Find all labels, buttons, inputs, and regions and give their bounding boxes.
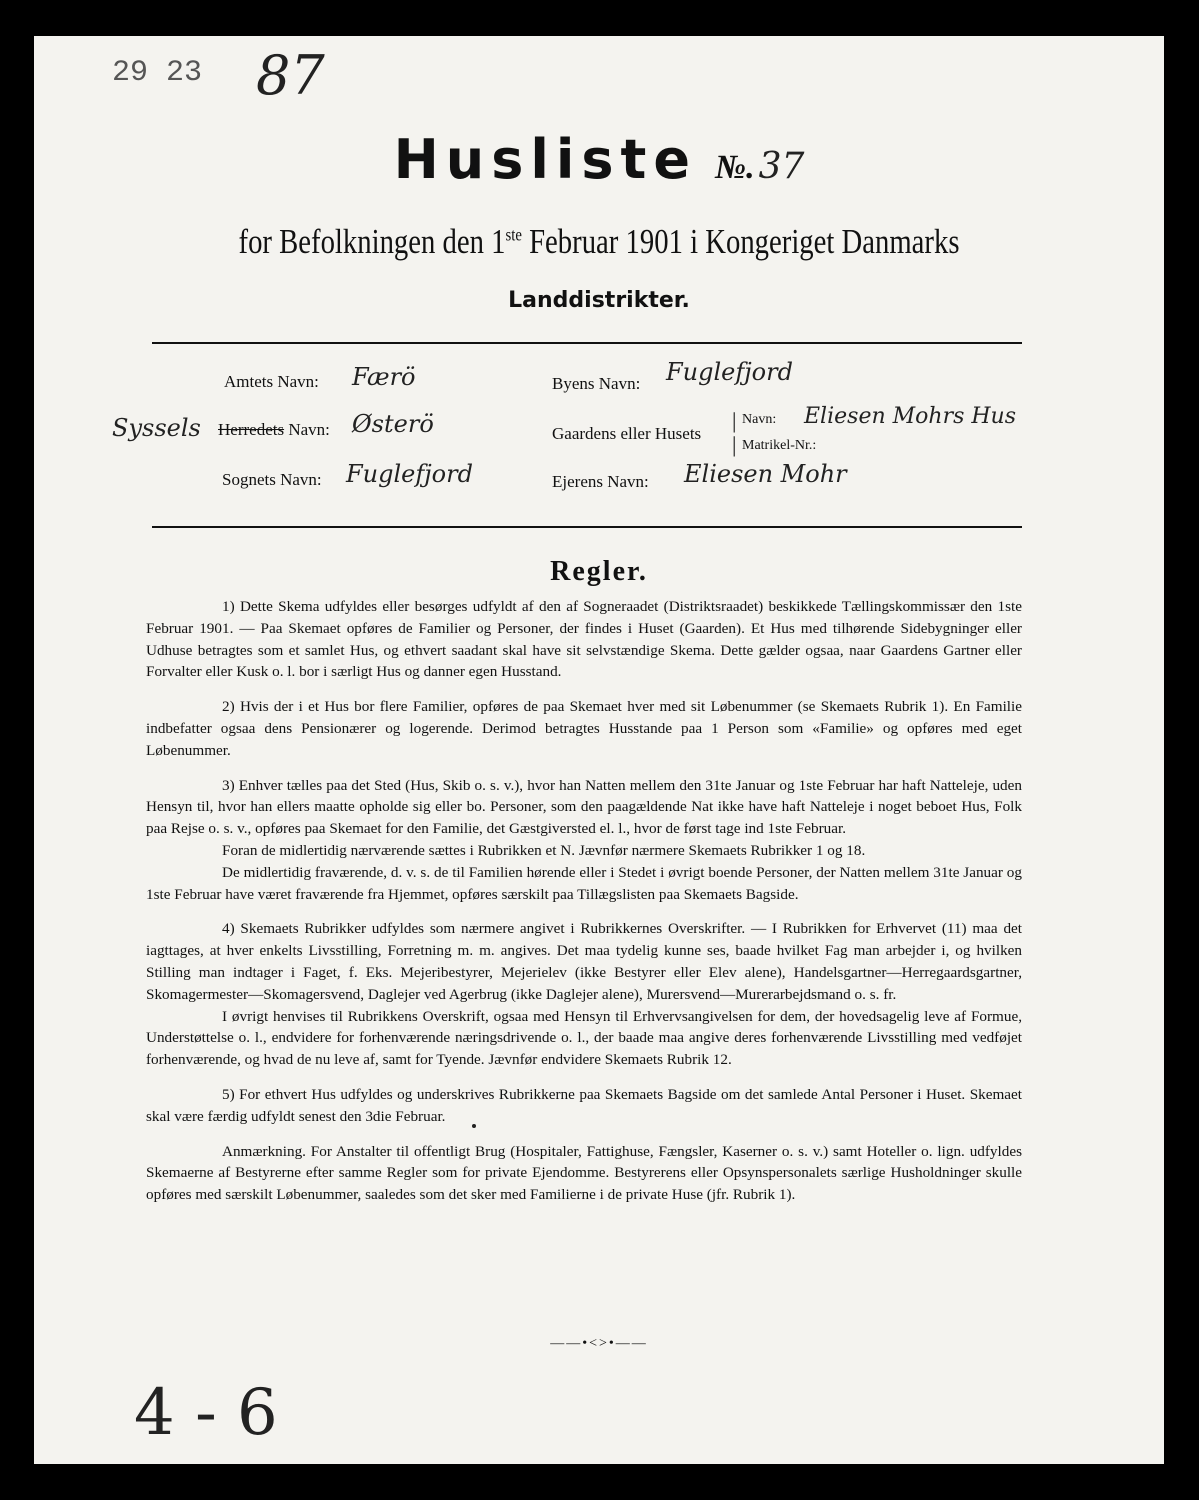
- gaard-label: Gaardens eller Husets: [552, 424, 702, 443]
- matrikel-label: Matrikel-Nr.:: [742, 438, 817, 453]
- ejer-label: Ejerens Navn:: [552, 472, 649, 491]
- subtitle-part-b: Februar 1901 i Kongeriget Danmarks: [521, 222, 960, 261]
- herred-value: Østerö: [352, 410, 434, 438]
- title-text: Husliste: [393, 128, 697, 191]
- rule-paragraph-5: 5) For ethvert Hus udfyldes og underskrives Rubrikkerne paa Skemaets Bagside om det samlede Antal Personer i Huset. Skemaet skal være færdig udfyldt senest den 3die Februar.: [146, 1085, 1022, 1125]
- form-title: [34, 128, 1164, 191]
- amt-value: Færö: [352, 363, 416, 391]
- end-ornament: ——•<>•——: [550, 1336, 648, 1351]
- rule-paragraph-3b: Foran de midlertidig nærværende sættes i Rubrikken et N. Jævnfør nærmere Skemaets Rubrikker 1 og 18.: [222, 841, 866, 859]
- by-label: Byens Navn:: [552, 374, 641, 393]
- list-number: 37: [758, 146, 805, 187]
- navn-value: Eliesen Mohrs Hus: [804, 404, 1017, 429]
- ejer-value: Eliesen Mohr: [684, 460, 847, 488]
- rule-paragraph-4: 4) Skemaets Rubrikker udfyldes som nærmere angivet i Rubrikkernes Overskrifter. — I Rubrikken for Erhvervet (11) maa det iagttages, at hver enkelts Livsstilling, Forretning m. m. angives. Det maa tydelig kunne ses, baade hvilket Fag man arbejder i, og hvilken Stilling man indtager i Faget, f. Eks. Mejeribestyrer, Mejerielev (ikke Bestyrer eller Elev alene), Handelsgartner—Herregaardsgartner, Skomagermester—Skomagersvend, Daglejer ved Agerbrug (ikke Daglejer alene), Murersvend—Murerarbejdsmand o. s. fr.: [146, 920, 1022, 1003]
- rules-heading: Regler.: [550, 556, 648, 587]
- rule-paragraph-3c: De midlertidig fraværende, d. v. s. de til Familien hørende eller i Stedet i øvrigt boende Personer, der Natten mellem 31te Januar og 1ste Februar have været fraværende fra Hjemmet, opføres særskilt paa Tillægslisten paa Skemaets Bagside.: [146, 863, 1022, 903]
- census-form-sheet: [34, 36, 1164, 1464]
- top-divider: [152, 342, 1022, 344]
- handwritten-page-number: 87: [256, 44, 325, 107]
- herred-struck-word: Herredets: [218, 420, 285, 439]
- sogn-value: Fuglefjord: [346, 460, 473, 488]
- bottom-divider: [152, 526, 1022, 528]
- rule-note: Anmærkning. For Anstalter til offentligt Brug (Hospitaler, Fattighuse, Fængsler, Kaserner o. s. v.) samt Hoteller o. lign. udfyldes Skemaerne af Bestyrerne efter samme Regler som for private Ejendomme. Bestyrerens eller Opsynspersonalets særlige Husholdninger skulle opføres med særskilt Løbenummer, saaledes som det sker med Familierne i de private Huse (jfr. Rubrik 1).: [146, 1142, 1022, 1204]
- by-value: Fuglefjord: [666, 358, 793, 386]
- rule-paragraph-3: 3) Enhver tælles paa det Sted (Hus, Skib o. s. v.), hvor han Natten mellem den 31te Januar og 1ste Februar har haft Natteleje, uden Hensyn til, hvor han ellers maatte opholde sig eller bo. Personer, som den paagældende Nat ikke have haft Natteleje i noget beboet Hus, Folk paa Rejse o. s. v., opføres paa Skemaet for den Familie, det Gæstgiversted el. l., hvor de først tage ind 1ste Februar.: [146, 776, 1022, 838]
- ink-dot: [472, 1124, 476, 1128]
- navn-label: Navn:: [742, 412, 777, 427]
- amt-label: Amtets Navn:: [224, 372, 319, 391]
- handwritten-foot-number: 4 - 6: [134, 1376, 278, 1450]
- sogn-label: Sognets Navn:: [222, 470, 322, 489]
- form-subtitle: [136, 222, 1063, 262]
- number-prefix: №.: [714, 149, 755, 186]
- subtitle-part-a: for Befolkningen den 1: [238, 222, 506, 261]
- syssel-value: Syssels: [112, 414, 201, 442]
- subtitle-superscript: ste: [505, 224, 522, 245]
- herred-label: [218, 420, 330, 440]
- brace-bottom: |: [732, 432, 737, 457]
- herred-label-suffix: Navn:: [284, 420, 330, 439]
- rule-paragraph-2: 2) Hvis der i et Hus bor flere Familier, opføres de paa Skemaet hver med sit Løbenummer (se Skemaets Rubrik 1). En Familie indbefatter ogsaa dens Pensionærer og logerende. Derimod betragtes Husstande paa 1 Person som «Familie» og opføres med eget Løbenummer.: [146, 698, 1022, 759]
- district-heading: Landdistrikter.: [508, 288, 690, 313]
- rules-text: [146, 596, 1022, 1219]
- rule-paragraph-4b: I øvrigt henvises til Rubrikkens Overskrift, ogsaa med Hensyn til Erhvervsangivelsen for dem, der hovedsagelig leve af Formue, Understøttelse o. l., endvidere for forhenværende næringsdrivende o. l., der baade maa angive deres forhenværende Livsstilling med vedføjet forhenværende, og hvad de nu leve af, samt for Tyende. Jævnfør endvidere Skemaets Rubrik 12.: [146, 1007, 1022, 1069]
- rule-paragraph-1: 1) Dette Skema udfyldes eller besørges udfyldt af den af Sogneraadet (Distriktsraadet) beskikkede Tællingskommissær den 1ste Februar 1901. — Paa Skemaet opføres de Familier og Personer, der findes i Huset (Gaarden). Et Hus med tilhørende Sidebygninger eller Udhuse betragtes som et samlet Hus, og ethvert saadant skal have sit selvstændige Skema. Dette gælder ogsaa, naar Gaardens Gartner eller Forvalter eller Kusk o. l. bor i særligt Hus og danner egen Husstand.: [146, 598, 1022, 681]
- archive-number-stamp: 29 23: [112, 56, 203, 90]
- brace-top: |: [732, 408, 737, 433]
